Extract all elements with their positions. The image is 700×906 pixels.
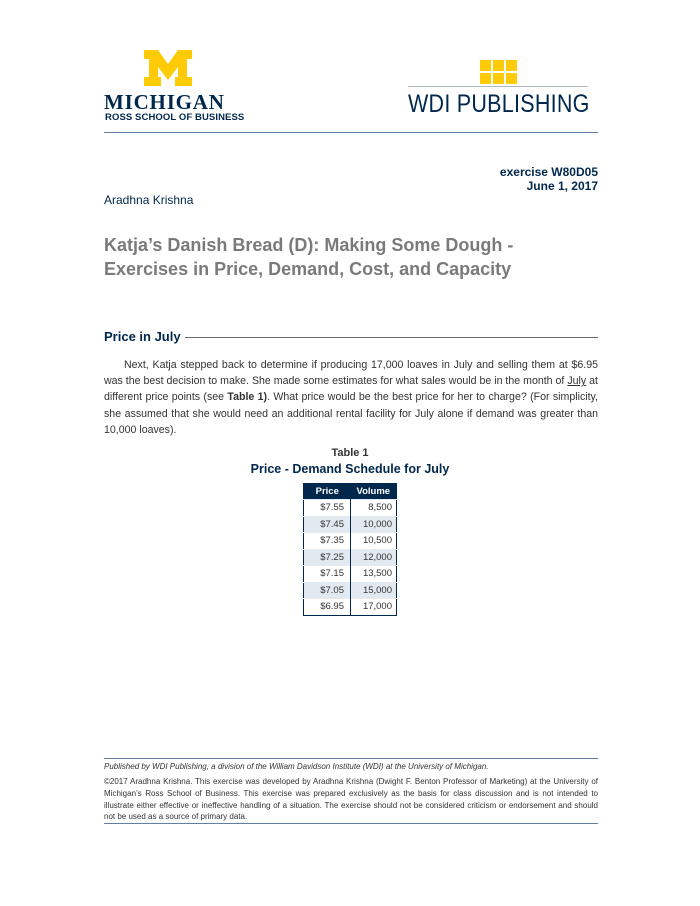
table-row: [304, 549, 397, 566]
author-name: Aradhna Krishna: [104, 193, 194, 207]
wdi-wordmark: WDI PUBLISHING: [408, 90, 590, 118]
table-header-row: [304, 484, 397, 500]
header-divider: [104, 132, 598, 133]
section-heading: [104, 329, 598, 345]
price-cell: $7.45: [304, 516, 351, 533]
table-title: Price - Demand Schedule for July: [250, 462, 450, 476]
price-demand-table: [303, 483, 397, 616]
table-row: [304, 533, 397, 550]
document-title: [104, 233, 584, 281]
volume-cell: 17,000: [351, 599, 397, 616]
ross-school-subtitle: ROSS SCHOOL OF BUSINESS: [105, 112, 245, 123]
table-row: [304, 516, 397, 533]
volume-cell: 10,000: [351, 516, 397, 533]
copyright-notice: ©2017 Aradhna Krishna. This exercise was developed by Aradhna Krishna (Dwight F. Benton Professor of Marketing) at the University of Michigan’s Ross School of Business. This exercise was prepared exclusively as the basis for class discussion and is not intended to illustrate either effective or ineffective handling of a situation. The exercise should not be considered criticism or endorsement and should not be used as a source of primary data.: [104, 777, 598, 822]
underlined-month: July: [567, 375, 587, 388]
footer-bottom-rule: [104, 823, 598, 824]
block-m-icon: [144, 50, 192, 86]
publication-date: June 1, 2017: [526, 179, 598, 193]
price-cell: $7.15: [304, 566, 351, 583]
volume-cell: 12,000: [351, 549, 397, 566]
table-number: Table 1: [331, 447, 369, 459]
footer-top-rule: [104, 758, 598, 759]
section-title: Price in July: [104, 329, 185, 344]
table-row: [304, 566, 397, 583]
price-cell: $7.35: [304, 533, 351, 550]
volume-cell: 13,500: [351, 566, 397, 583]
publisher-note: Published by WDI Publishing, a division of the William Davidson Institute (WDI) at the University of Michigan.: [104, 762, 489, 771]
volume-cell: 10,500: [351, 533, 397, 550]
price-cell: $7.25: [304, 549, 351, 566]
table-reference: Table 1): [227, 391, 268, 404]
wdi-logo-rule: [408, 86, 588, 87]
column-header-price: Price: [304, 484, 351, 500]
table-row: [304, 582, 397, 599]
price-cell: $6.95: [304, 599, 351, 616]
column-header-volume: Volume: [351, 484, 397, 500]
price-cell: $7.55: [304, 500, 351, 517]
title-line-1: Katja’s Danish Bread (D): Making Some Dough -: [104, 235, 514, 255]
wdi-publishing-logo: [408, 60, 598, 120]
volume-cell: 15,000: [351, 582, 397, 599]
price-cell: $7.05: [304, 582, 351, 599]
michigan-ross-logo: [104, 50, 245, 123]
wdi-grid-icon: [480, 60, 520, 88]
volume-cell: 8,500: [351, 500, 397, 517]
title-line-2: Exercises in Price, Demand, Cost, and Capacity: [104, 259, 512, 279]
table-row: [304, 599, 397, 616]
michigan-wordmark: MICHIGAN: [104, 90, 225, 114]
exercise-code: exercise W80D05: [499, 165, 598, 179]
body-paragraph: Next, Katja stepped back to determine if producing 17,000 loaves in July and selling them at $6.95 was the best decision to make. She made some estimates for what sales would be in the month of July at different price points (see Table 1). What price would be the best price for her to charge? (For simplicity, she assumed that she would need an additional rental facility for July alone if demand was greater than 10,000 loaves).: [104, 359, 598, 436]
table-row: [304, 500, 397, 517]
